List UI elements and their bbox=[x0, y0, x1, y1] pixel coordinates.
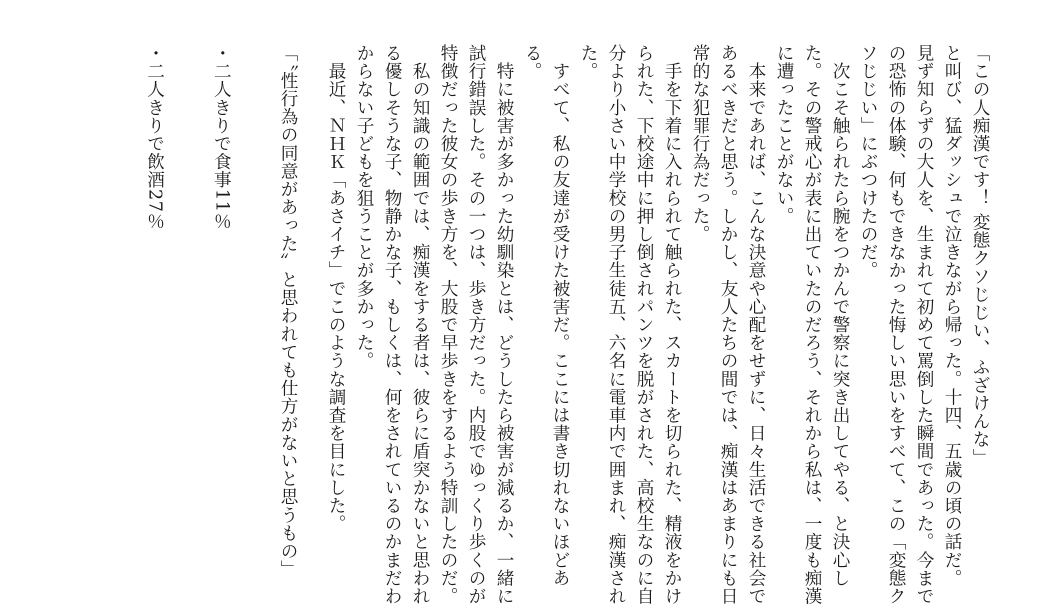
survey-item-value: 27％ bbox=[144, 188, 165, 231]
text-column: 試行錯誤した。その一つは、歩き方だった。内股でゆっくり歩くのが bbox=[466, 44, 486, 605]
text-column: る優しそうな子、物静かな子、もしくは、何をされているのかまだわ bbox=[382, 44, 402, 605]
text-column: る。 bbox=[522, 44, 542, 81]
survey-item bbox=[207, 44, 274, 584]
text-column: 見ず知らずの大人を、生まれて初めて罵倒した瞬間であった。今まで bbox=[914, 44, 934, 605]
text-column: 本来であれば、こんな決意や心配をせずに、日々生活できる社会で bbox=[746, 44, 766, 605]
blank-line bbox=[302, 44, 322, 584]
text-column: と叫び、猛ダッシュで泣きながら帰った。十四、五歳の頃の話だ。 bbox=[942, 44, 962, 587]
text-column: られた、下校途中に押し倒されパンツを脱がされた、高校生なのに自 bbox=[634, 44, 654, 605]
text-column: に遭ったことがない。 bbox=[774, 44, 794, 225]
text-column: あるべきだと思う。しかし、友人たちの間では、痴漢はあまりにも日 bbox=[718, 44, 738, 605]
text-column: 特に被害が多かった幼馴染とは、どうしたら被害が減るか、一緒に bbox=[494, 44, 514, 605]
text-column: 「この人痴漢です！ 変態クソじじい、ふざけんな」 bbox=[970, 44, 990, 467]
survey-item-label: ・二人きりで飲酒 bbox=[144, 44, 165, 189]
survey-item bbox=[141, 44, 208, 584]
text-column: 手を下着に入れられて触られた、スカートを切られた、精液をかけ bbox=[662, 44, 682, 605]
text-column: 特徴だった彼女の歩き方を、大股で早歩きをするよう特訓したのだ。 bbox=[438, 44, 458, 605]
text-column: ソじじい」にぶつけたのだ。 bbox=[858, 44, 878, 280]
text-column: た。 bbox=[578, 44, 598, 81]
text-column: 次こそ触られたら腕をつかんで警察に突き出してやる、と決心し bbox=[830, 44, 850, 587]
text-column: すべて、私の友達が受けた被害だ。ここには書き切れないほどあ bbox=[550, 44, 570, 587]
text-column: 分より小さい中学校の男子生徒五、六名に電車内で囲まれ、痴漢され bbox=[606, 44, 626, 605]
text-column: 私の知識の範囲では、痴漢をする者は、彼らに盾突かないと思われ bbox=[410, 44, 430, 605]
text-column: の恐怖の体験、何もできなかった悔しい思いをすべて、この「変態ク bbox=[886, 44, 906, 605]
survey-item-value: 11％ bbox=[211, 188, 232, 231]
text-column: からない子どもを狙うことが多かった。 bbox=[354, 44, 374, 370]
text-column: 最近、ＮＨＫ「あさイチ」でこのような調査を目にした。 bbox=[326, 44, 346, 533]
essay-body bbox=[0, 44, 994, 605]
survey-item-label: ・二人きりで食事 bbox=[211, 44, 232, 189]
survey-heading: 「〝性行為の同意があった〟と思われても仕方がないと思うもの」 bbox=[278, 44, 298, 579]
text-column: た。その警戒心が表に出ていたのだろう、それから私は、一度も痴漢 bbox=[802, 44, 822, 605]
text-column: 常的な犯罪行為だった。 bbox=[690, 44, 710, 244]
